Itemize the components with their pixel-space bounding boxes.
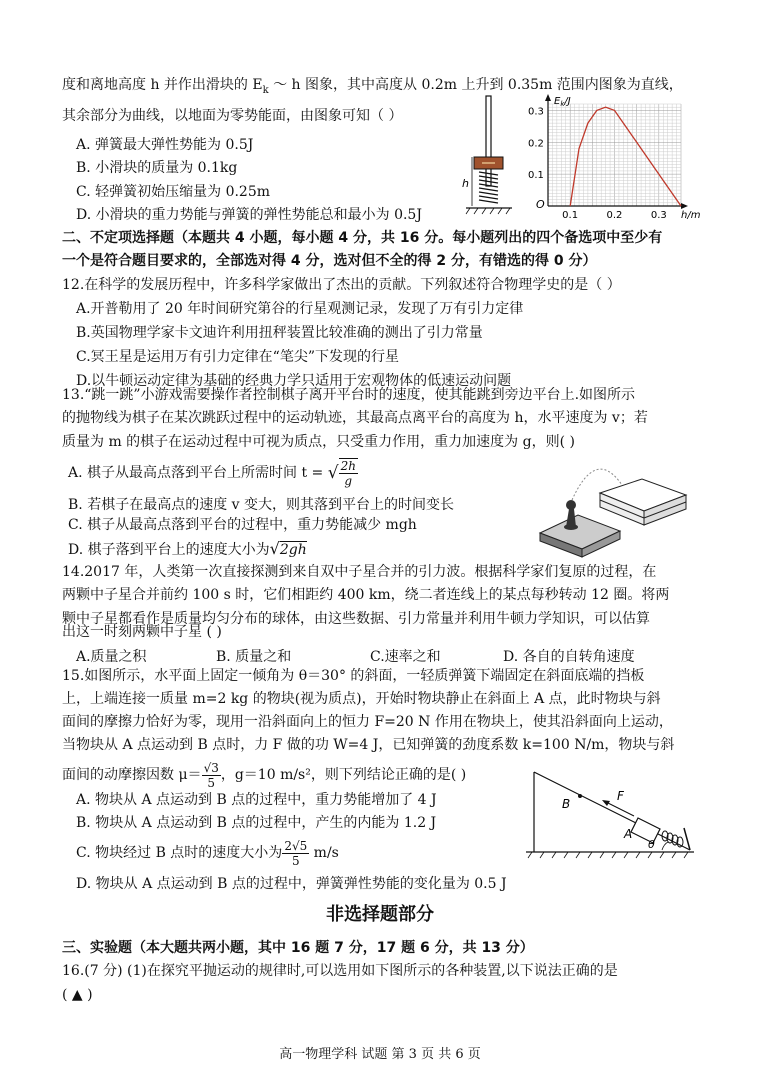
q15-option-b: B. 物块从 A 点运动到 B 点的过程中，产生的内能为 1.2 J <box>76 815 437 831</box>
section2-heading-1: 二、不定项选择题（本题共 4 小题，每小题 4 分，共 16 分。每小题列出的四个备选项中至少有 <box>62 230 663 246</box>
part-title: 非选择题部分 <box>326 904 434 925</box>
q12-option-b: B.英国物理学家卡文迪许利用扭秤装置比较准确的测出了引力常量 <box>76 325 483 341</box>
theta-label: θ <box>648 838 655 851</box>
q14-line-4: 出这一时刻两颗中子星 ( ) <box>62 624 222 640</box>
q15-line-4: 当物块从 A 点运动到 B 点时，力 F 做的功 W=4 J，已知弹簧的劲度系数 k=100 N/m，物块与斜 <box>62 737 675 753</box>
spring-slider-figure <box>458 92 520 216</box>
q13-option-d: D. 棋子落到平台上的速度大小为√2gh <box>68 539 307 558</box>
x-tick-label: 0.1 <box>562 210 579 221</box>
y-tick-label: 0.1 <box>528 170 544 182</box>
point-b-label: B <box>562 797 571 811</box>
q15-line-2: 上，上端连接一质量 m=2 kg 的物块(视为质点)，开始时物块静止在斜面上 A 点，此时物块与斜 <box>62 691 661 707</box>
chart-grid <box>548 104 681 206</box>
q13-option-b: B. 若棋子在最高点的速度 v 变大，则其落到平台上的时间变长 <box>68 497 454 513</box>
q14-option-c: C.速率之和 <box>370 649 441 665</box>
y-tick-label: 0.3 <box>528 106 544 118</box>
q13-option-a: A. 棋子从最高点落到平台上所需时间 t = √ $\frac{2h}{g}$ <box>68 459 356 488</box>
q13-option-c: C. 棋子从最高点落到平台的过程中，重力势能减少 mgh <box>68 517 417 533</box>
origin-label: O <box>536 198 545 211</box>
page-footer: 高一物理学科 试题 第 3 页 共 6 页 <box>279 1047 481 1062</box>
x-axis-arrow <box>681 203 688 209</box>
point-a-label: A <box>624 827 633 841</box>
x-axis-label: h/m <box>681 210 701 221</box>
q14-option-a: A.质量之积 <box>76 649 147 665</box>
q15-line-3: 面间的摩擦力恰好为零，现用一沿斜面向上的恒力 F=20 N 作用在物块上，使其沿斜面向上运动， <box>62 714 673 730</box>
h-label: h <box>462 177 469 190</box>
force-label: F <box>617 789 624 803</box>
q15-line-1: 15.如图所示，水平面上固定一倾角为 θ＝30° 的斜面，一轻质弹簧下端固定在斜面底端的挡板 <box>62 668 645 684</box>
q12-option-c: C.冥王星是运用万有引力定律在“笔尖”下发现的行星 <box>76 349 399 365</box>
q12-option-d: D.以牛顿运动定律为基础的经典力学只适用于宏观物体的低速运动问题 <box>76 373 512 389</box>
end-stop <box>684 828 690 850</box>
y-axis-label: $E_k/J$ <box>554 96 571 108</box>
q15-option-c: C. 物块经过 B 点时的速度大小为 $\frac{2√5}{5}$ m/s <box>76 838 339 868</box>
q13-stem-1: 13.“跳一跳”小游戏需要操作者控制棋子离开平台时的速度，使其能跳到旁边平台上.如图所示 <box>62 387 636 403</box>
block-A <box>631 818 660 843</box>
right-platform <box>600 479 686 525</box>
q14-option-b: B. 质量之和 <box>216 649 292 665</box>
left-platform <box>540 515 620 557</box>
x-tick-label: 0.3 <box>650 210 667 221</box>
q15-option-a: A. 物块从 A 点运动到 B 点的过程中，重力势能增加了 4 J <box>76 792 437 808</box>
q13-stem-2: 的抛物线为棋子在某次跳跃过程中的运动轨迹，其最高点离平台的高度为 h，水平速度为 v；若 <box>62 410 648 426</box>
q14-line-3: 颗中子星都看作是质量均匀分布的球体，由这些数据、引力常量并利用牛顿力学知识，可以估算 <box>62 611 650 627</box>
q16-line-2: ( ▲ ) <box>62 987 93 1003</box>
y-axis-arrow <box>545 94 551 101</box>
chess-piece-icon <box>564 500 578 530</box>
incline-figure <box>522 770 698 864</box>
q13-stem-3: 质量为 m 的棋子在运动过程中可视为质点，只受重力作用，重力加速度为 g，则( ) <box>62 434 575 450</box>
q12-option-a: A.开普勒用了 20 年时间研究第谷的行星观测记录，发现了万有引力定律 <box>76 301 524 317</box>
x-tick-label: 0.2 <box>606 210 623 221</box>
q11-option-a: A. 弹簧最大弹性势能为 0.5J <box>76 137 254 153</box>
section3-heading: 三、实验题（本大题共两小题，其中 16 题 7 分，17 题 6 分，共 13 分） <box>62 940 534 956</box>
q14-line-2: 两颗中子星合并前约 100 s 时，它们相距约 400 km，绕二者连线上的某点每秒转动 12 圈。将两 <box>62 587 670 603</box>
q11-line-2: 其余部分为曲线，以地面为零势能面，由图象可知（ ） <box>62 108 403 124</box>
q11-line-1: 度和离地高度 h 并作出滑块的 $E_k$ ～ h 图象，其中高度从 0.2m 上升到 0.35m 范围内图象为直线， <box>62 77 683 96</box>
ek-series-line <box>570 107 681 206</box>
q14-option-d: D. 各自的自转角速度 <box>503 649 635 665</box>
y-tick-label: 0.2 <box>528 138 544 150</box>
q12-stem: 12.在科学的发展历程中，许多科学家做出了杰出的贡献。下列叙述符合物理学史的是（ ） <box>62 277 621 293</box>
section2-heading-2: 一个是符合题目要求的，全部选对得 4 分，选对但不全的得 2 分，有错选的得 0 分） <box>62 253 597 269</box>
ek-h-chart <box>526 90 706 222</box>
q16-line-1: 16.(7 分) (1)在探究平抛运动的规律时,可以选用如下图所示的各种装置,以下说法正确的是 <box>62 963 618 979</box>
q15-option-d: D. 物块从 A 点运动到 B 点的过程中，弹簧弹性势能的变化量为 0.5 J <box>76 876 507 892</box>
q11-option-c: C. 轻弹簧初始压缩量为 0.25m <box>76 184 271 200</box>
q14-line-1: 14.2017 年，人类第一次直接探测到来自双中子星合并的引力波。根据科学家们复原的过程，在 <box>62 564 657 580</box>
jump-game-figure <box>538 445 698 560</box>
point-B <box>578 794 582 798</box>
guide-rod <box>486 96 491 186</box>
q11-option-d: D. 小滑块的重力势能与弹簧的弹性势能总和最小为 0.5J <box>76 207 422 223</box>
q11-option-b: B. 小滑块的质量为 0.1kg <box>76 160 238 176</box>
q15-mu-line: 面间的动摩擦因数 μ＝ $\frac{√3}{5}$ ，g＝10 m/s²，则下列结论正确的是( ) <box>62 760 467 790</box>
